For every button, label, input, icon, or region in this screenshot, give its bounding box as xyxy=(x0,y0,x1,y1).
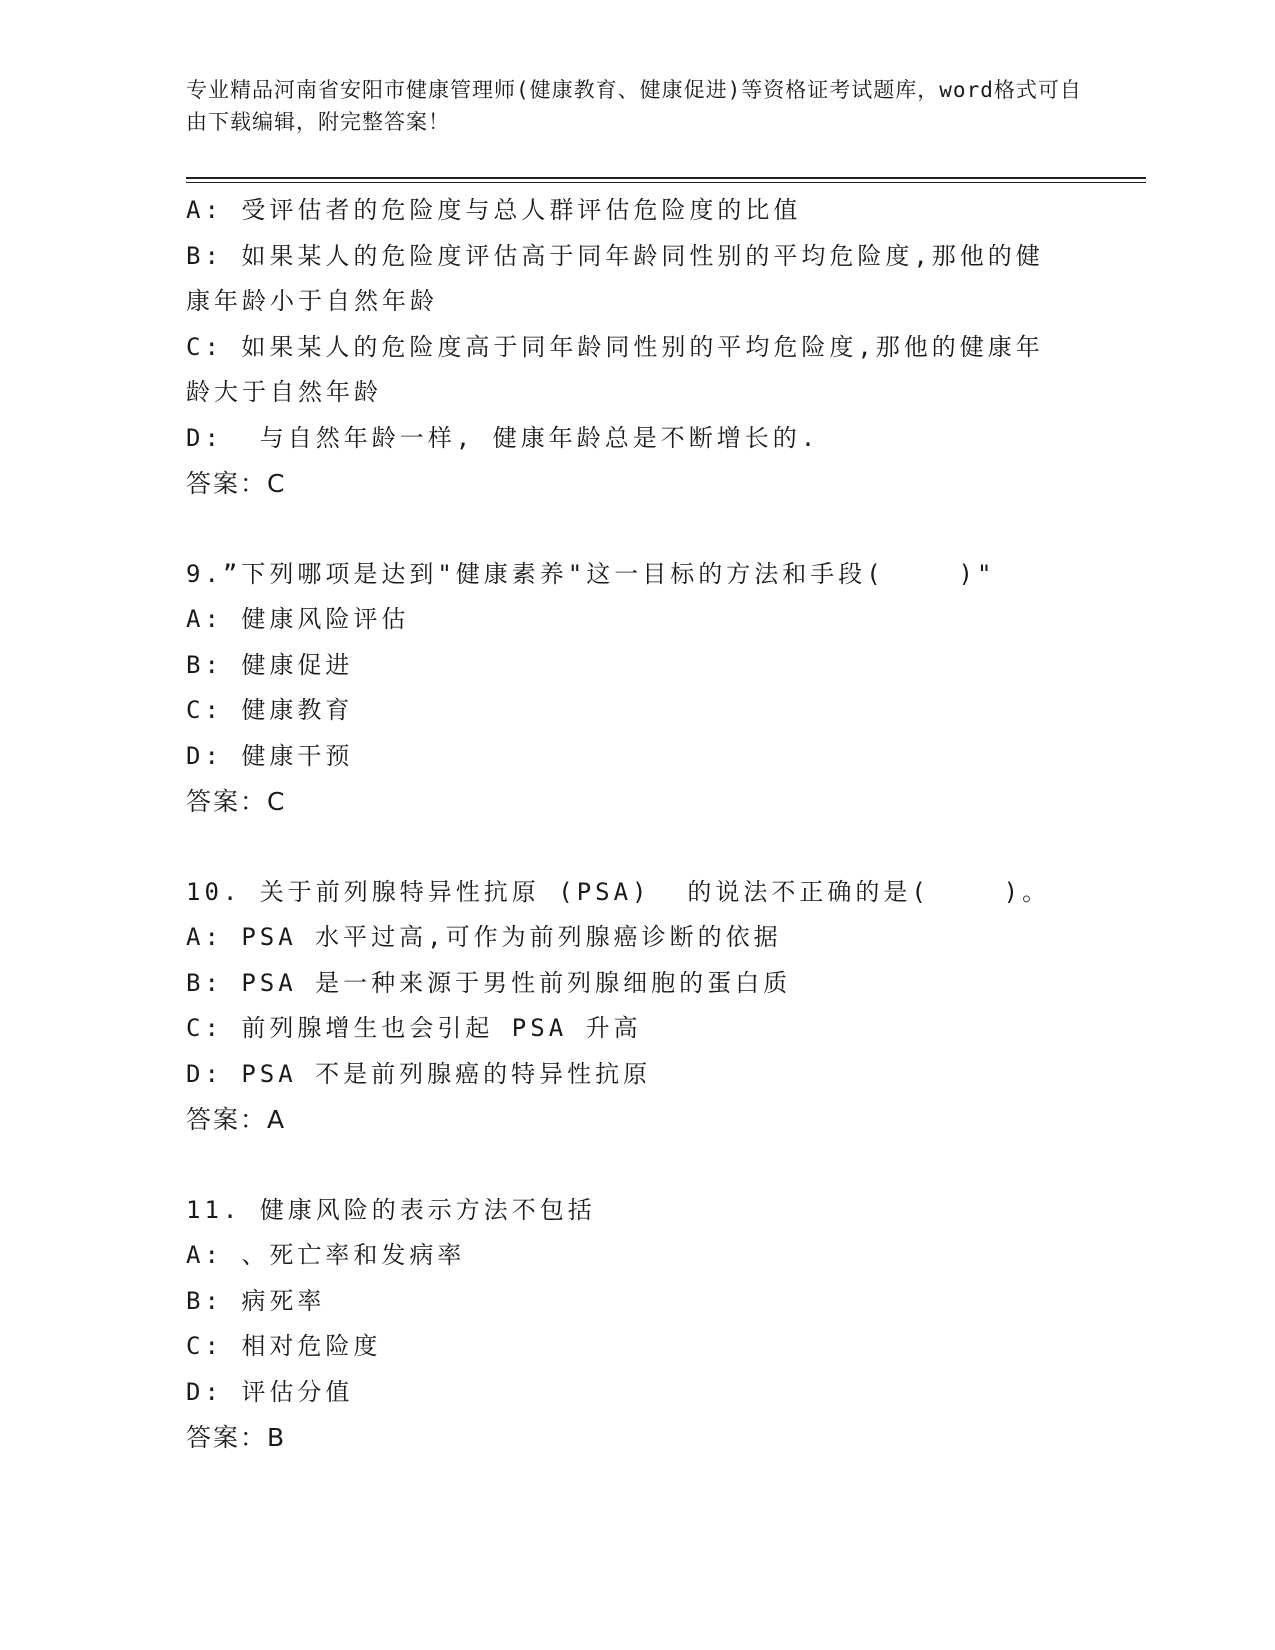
q9-option-a: A: 健康风险评估 xyxy=(186,605,410,633)
q11-answer: 答案：B xyxy=(186,1423,287,1452)
header-divider-thick xyxy=(186,177,1146,179)
spacer xyxy=(186,1143,1066,1188)
q10-option-a: A: PSA 水平过高,可作为前列腺癌诊断的依据 xyxy=(186,923,782,951)
q8-option-a: A: 受评估者的危险度与总人群评估危险度的比值 xyxy=(186,196,802,224)
q9-option-c: C: 健康教育 xyxy=(186,696,354,724)
q9-stem: 9.”下列哪项是达到"健康素养"这一目标的方法和手段( )" xyxy=(186,559,996,588)
header-divider-thin xyxy=(186,182,1146,183)
q11-option-d: D: 评估分值 xyxy=(186,1377,354,1406)
q10-option-b: B: PSA 是一种来源于男性前列腺细胞的蛋白质 xyxy=(186,968,792,997)
question-content xyxy=(186,188,1066,1461)
q8-option-c-line2: 龄大于自然年龄 xyxy=(186,378,382,406)
q11-stem: 11. 健康风险的表示方法不包括 xyxy=(186,1195,596,1224)
q9-answer: 答案：C xyxy=(186,787,287,816)
q8-option-b-line2: 康年龄小于自然年龄 xyxy=(186,287,438,315)
q8-option-b-line1: B: 如果某人的危险度评估高于同年龄同性别的平均危险度,那他的健 xyxy=(186,241,1044,270)
q11-option-a: A: 、死亡率和发病率 xyxy=(186,1241,466,1269)
q8-option-d: D: 与自然年龄一样, 健康年龄总是不断增长的. xyxy=(186,423,820,452)
spacer xyxy=(186,825,1066,870)
q10-stem: 10. 关于前列腺特异性抗原 (PSA) 的说法不正确的是( )。 xyxy=(186,877,1051,906)
q10-answer: 答案：A xyxy=(186,1105,287,1134)
q11-option-c: C: 相对危险度 xyxy=(186,1332,382,1360)
document-header: 专业精品河南省安阳市健康管理师(健康教育、健康促进)等资格证考试题库，word格式可自由下载编辑，附完整答案！ xyxy=(186,78,1082,134)
q8-option-c-line1: C: 如果某人的危险度高于同年龄同性别的平均危险度,那他的健康年 xyxy=(186,332,1044,361)
spacer xyxy=(186,507,1066,552)
q11-option-b: B: 病死率 xyxy=(186,1286,326,1315)
q8-answer: 答案：C xyxy=(186,469,287,498)
q10-option-c: C: 前列腺增生也会引起 PSA 升高 xyxy=(186,1014,642,1042)
q9-option-b: B: 健康促进 xyxy=(186,650,354,679)
q9-option-d: D: 健康干预 xyxy=(186,741,354,770)
q10-option-d: D: PSA 不是前列腺癌的特异性抗原 xyxy=(186,1059,652,1088)
